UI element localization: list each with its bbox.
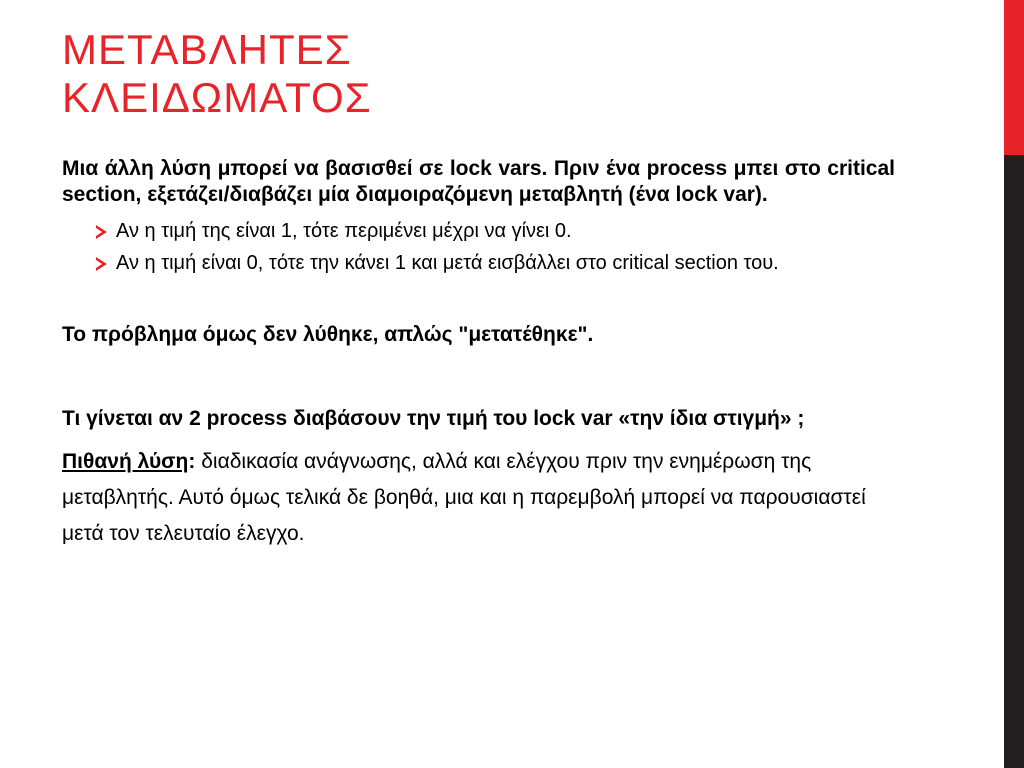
solution-paragraph — [62, 444, 895, 552]
accent-bar-top — [1004, 0, 1024, 155]
bullet-text-2: Αν η τιμή είναι 0, τότε την κάνει 1 και μετά εισβάλλει στο critical section του. — [116, 252, 779, 274]
intro-paragraph: Μια άλλη λύση μπορεί να βασισθεί σε lock vars. Πριν ένα process μπει στο critical section, εξετάζει/διαβάζει μία διαμοιραζόμενη μεταβλητή (ένα lock var). — [62, 157, 895, 206]
slide-title-line-1: ΜΕΤΑΒΛΗΤΕΣ — [62, 26, 352, 73]
problem-paragraph: Το πρόβλημα όμως δεν λύθηκε, απλώς "μετατέθηκε". — [62, 323, 594, 346]
bullet-item-2 — [96, 250, 895, 276]
solution-text: διαδικασία ανάγνωσης, αλλά και ελέγχου πριν την ενημέρωση της μεταβλητής. Αυτό όμως τελικά δε βοηθά, μια και η παρεμβολή μπορεί να παρουσιαστεί μετά τον τελευταίο έλεγχο. — [62, 450, 866, 545]
slide-content — [62, 156, 895, 552]
accent-bar-bottom — [1004, 155, 1024, 768]
bullet-list — [62, 218, 895, 276]
slide-title — [62, 26, 962, 122]
arrow-bullet-icon — [96, 257, 107, 271]
arrow-bullet-icon — [96, 225, 107, 239]
slide-title-line-2: ΚΛΕΙΔΩΜΑΤΟΣ — [62, 74, 372, 121]
bullet-text-1: Αν η τιμή της είναι 1, τότε περιμένει μέχρι να γίνει 0. — [116, 220, 572, 242]
bullet-item-1 — [96, 218, 895, 244]
question-paragraph: Τι γίνεται αν 2 process διαβάσουν την τιμή του lock var «την ίδια στιγμή» ; — [62, 407, 805, 430]
solution-label: Πιθανή λύση — [62, 450, 189, 473]
solution-colon: : — [188, 450, 196, 473]
